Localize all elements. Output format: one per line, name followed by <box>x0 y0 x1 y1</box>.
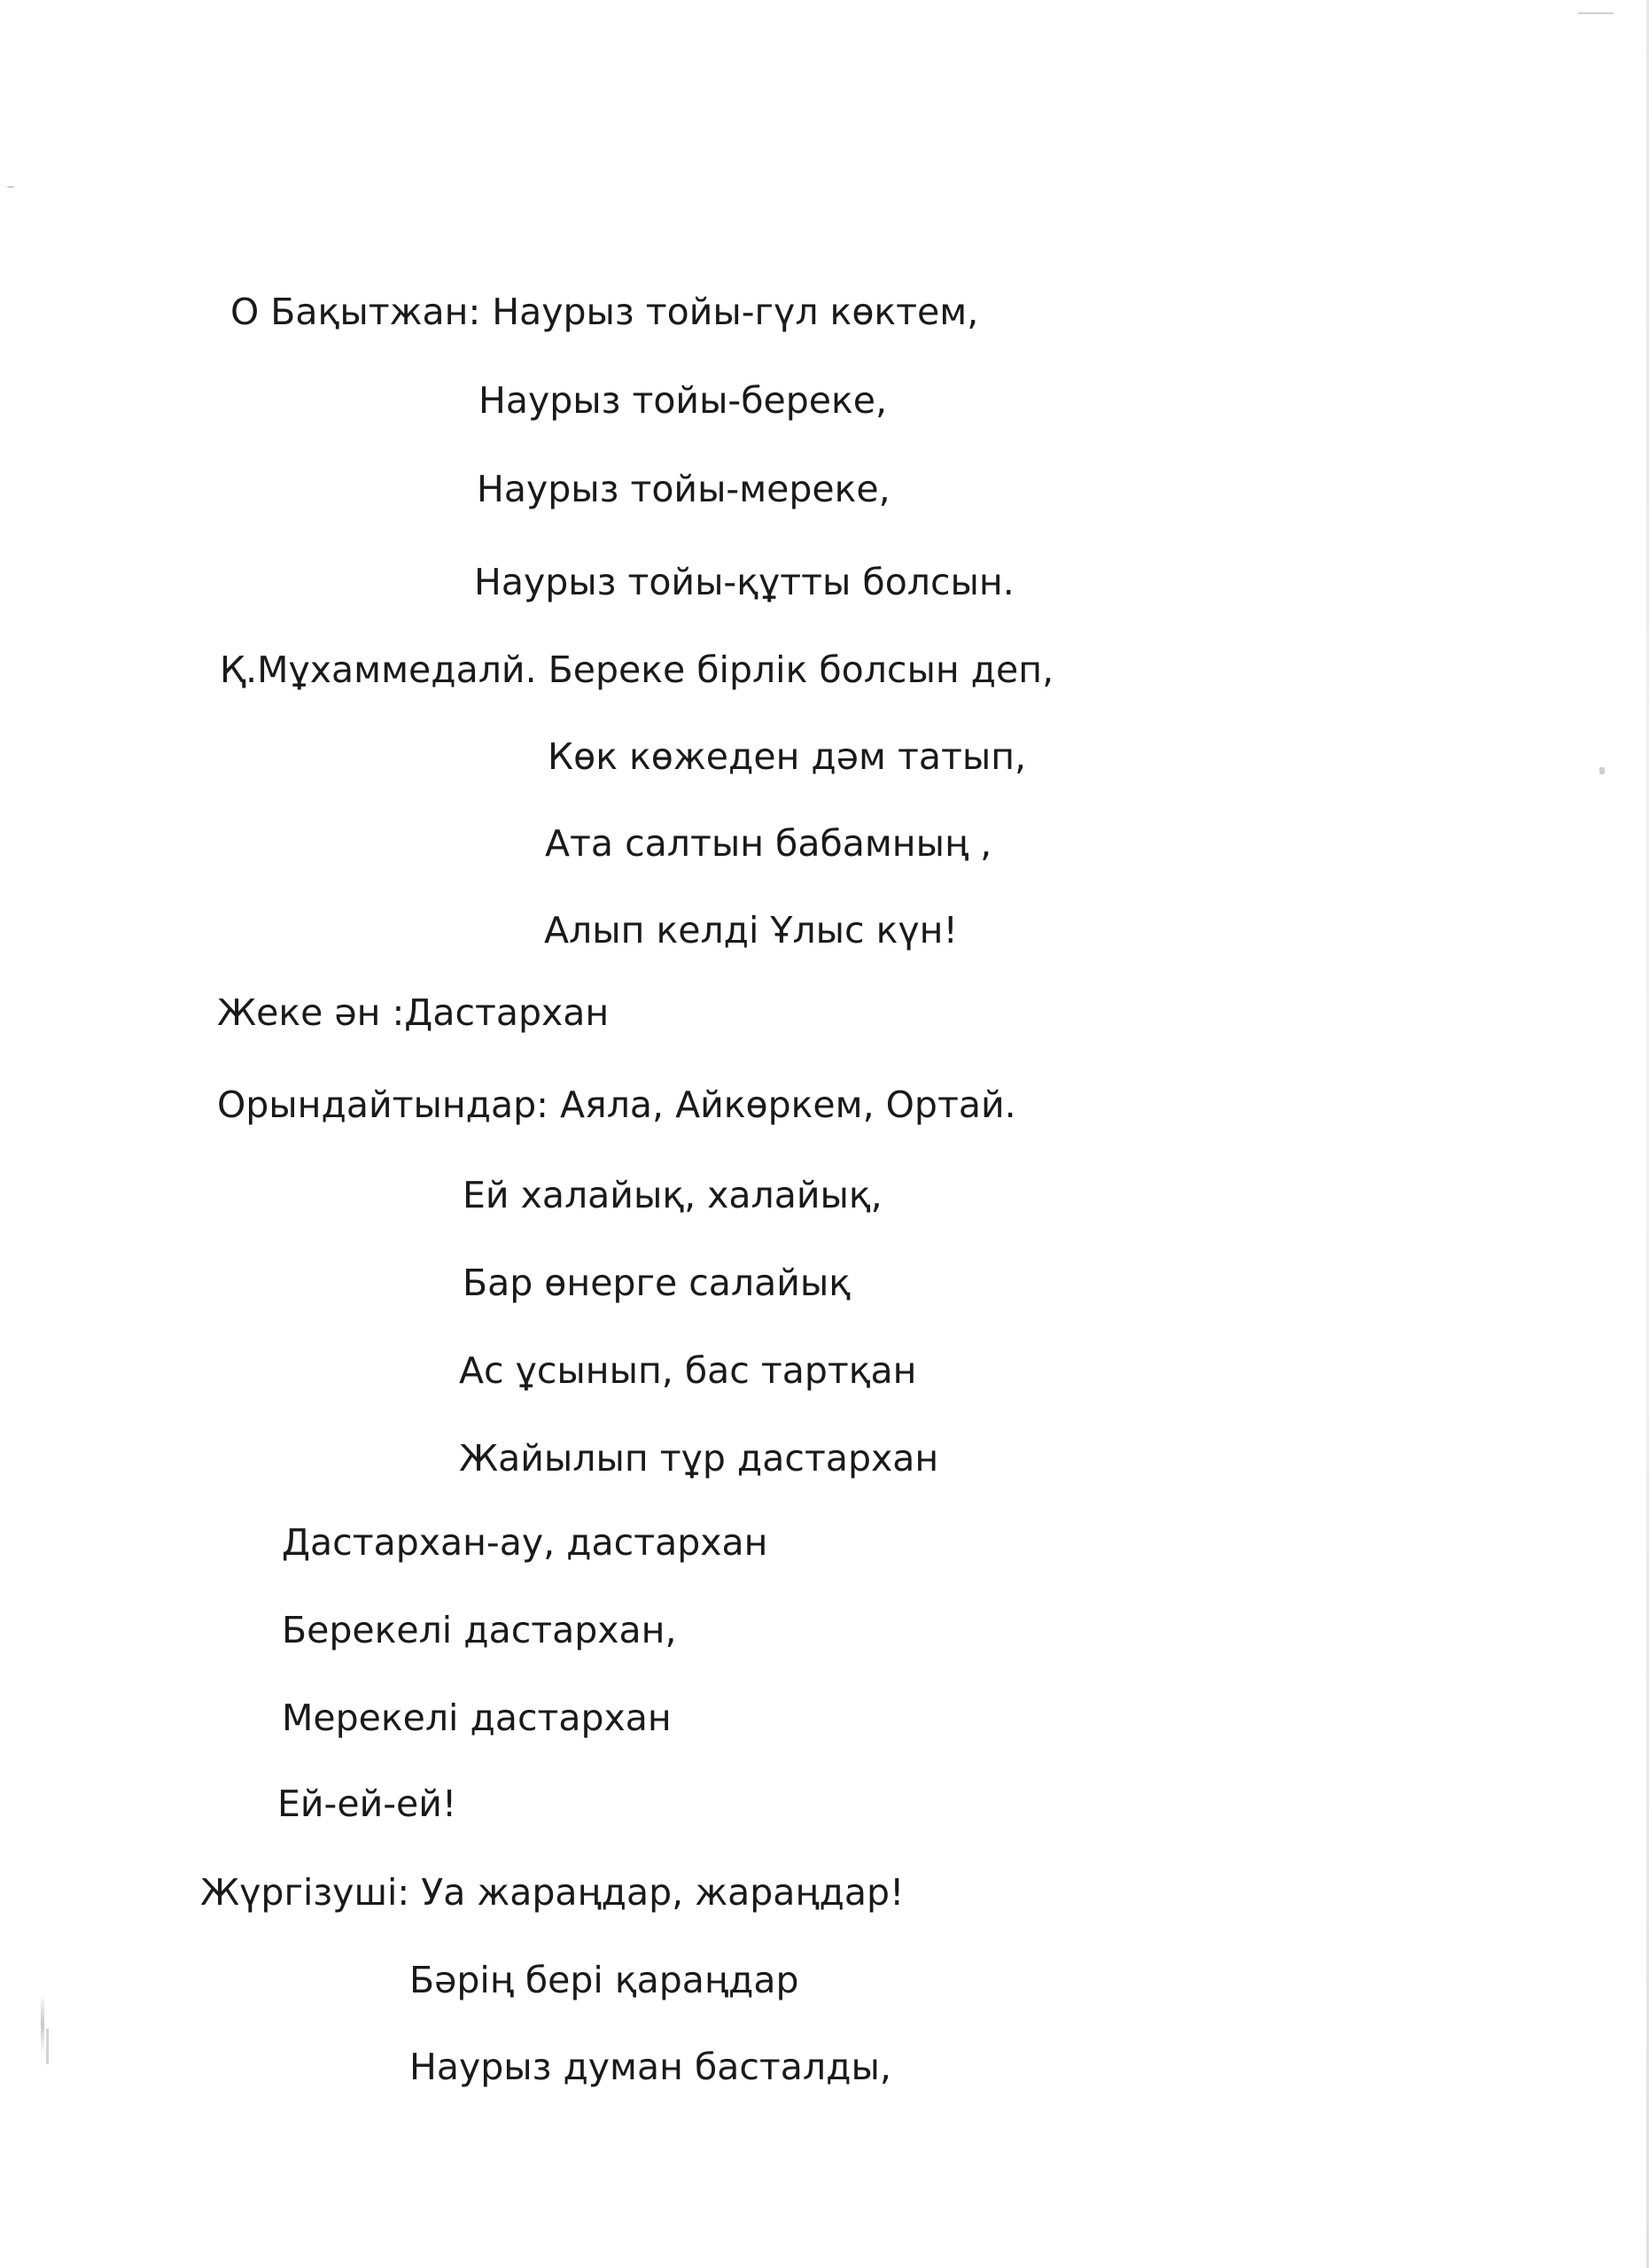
verse-line: Наурыз думан басталды, <box>409 2046 891 2088</box>
scan-smudge <box>41 1993 44 2055</box>
song-title: Жеке ән :Дастархан <box>217 991 610 1034</box>
chorus-line: Берекелі дастархан, <box>282 1609 677 1651</box>
verse-line: Ей халайық, халайық, <box>463 1174 883 1216</box>
verse-line: Наурыз тойы-береке, <box>478 379 888 422</box>
scan-smudge <box>46 2029 49 2064</box>
verse-line: Көк көжеден дәм татып, <box>548 735 1027 778</box>
scan-speck <box>1599 767 1605 774</box>
chorus-line: Дастархан-ау, дастархан <box>282 1521 768 1564</box>
verse-line: О Бақытжан: Наурыз тойы-гүл көктем, <box>230 291 979 333</box>
scan-speck <box>7 186 14 188</box>
verse-line: Бәрің бері қараңдар <box>409 1959 799 2001</box>
chorus-line: Мерекелі дастархан <box>282 1697 672 1739</box>
chorus-line: Ей-ей-ей! <box>277 1783 457 1825</box>
verse-line: Наурыз тойы-мереке, <box>477 468 891 510</box>
speaker-line: Жүргізуші: Уа жараңдар, жараңдар! <box>200 1871 905 1914</box>
performers-line: Орындайтындар: Аяла, Айкөркем, Ортай. <box>217 1084 1016 1126</box>
verse-line: Алып келді Ұлыс күн! <box>544 909 958 951</box>
verse-line: Жайылып тұр дастархан <box>459 1437 939 1480</box>
verse-line: Ас ұсынып, бас тартқан <box>459 1349 917 1392</box>
scan-corner-mark <box>1578 12 1614 14</box>
verse-line: Бар өнерге салайық <box>463 1262 852 1304</box>
verse-line: Ата салтын бабамның , <box>545 822 992 865</box>
speaker-line: Қ.Мұхаммедалй. Береке бірлік болсын деп, <box>220 649 1054 691</box>
verse-line: Наурыз тойы-құтты болсын. <box>474 561 1015 603</box>
